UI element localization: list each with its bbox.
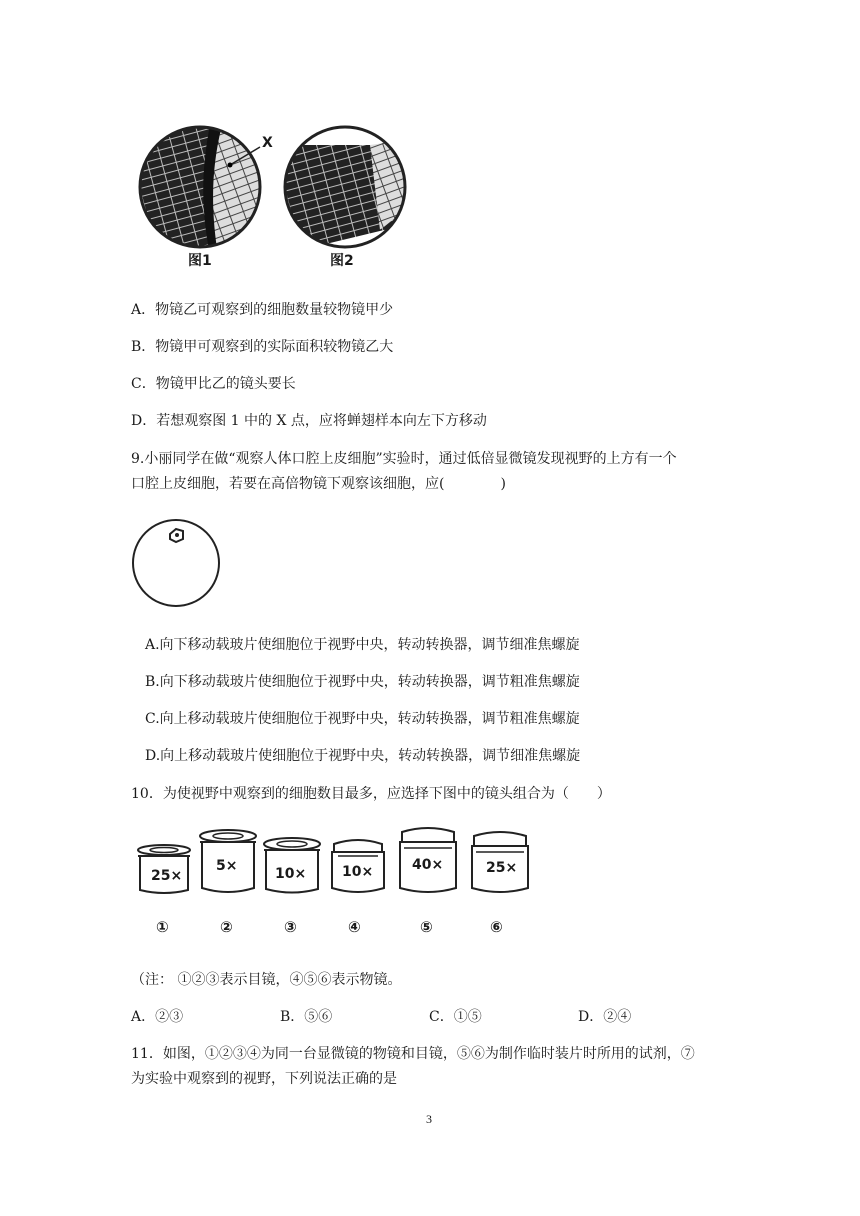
lens-6-mag: 25× <box>486 860 518 876</box>
q8-option-b: B．物镜甲可观察到的实际面积较物镜乙大 <box>131 339 394 355</box>
q8-option-d: D．若想观察图 1 中的 X 点，应将蝉翅样本向左下方移动 <box>131 413 487 429</box>
q10-option-c: C．①⑤ <box>429 1009 482 1025</box>
lens-4-number: ④ <box>348 918 361 936</box>
q9-option-b: B.向下移动载玻片使细胞位于视野中央，转动转换器，调节粗准焦螺旋 <box>145 674 580 690</box>
q8-option-c: C．物镜甲比乙的镜头要长 <box>131 376 296 392</box>
figure-2-label: 图2 <box>330 253 354 269</box>
q9-stem-line2: 口腔上皮细胞，若要在高倍物镜下观察该细胞，应( ) <box>131 476 506 492</box>
q11-stem-line1: 11．如图，①②③④为同一台显微镜的物镜和目镜，⑤⑥为制作临时装片时所用的试剂，⑦ <box>131 1046 695 1062</box>
q9-option-c: C.向上移动载玻片使细胞位于视野中央，转动转换器，调节粗准焦螺旋 <box>145 711 580 727</box>
figure-1-field <box>130 125 270 255</box>
q10-option-d: D．②④ <box>578 1009 632 1025</box>
lens-2-number: ② <box>220 918 233 936</box>
lens-5-number: ⑤ <box>420 918 433 936</box>
lens-1-mag: 25× <box>151 868 183 884</box>
microscope-field-figures <box>130 125 430 265</box>
q10-note: （注： ①②③表示目镜，④⑤⑥表示物镜。 <box>131 972 402 988</box>
page-number: 3 <box>426 1112 432 1126</box>
lens-6-number: ⑥ <box>490 918 503 936</box>
lens-1-number: ① <box>156 918 169 936</box>
lens-3-number: ③ <box>284 918 297 936</box>
lens-2-mag: 5× <box>216 858 238 874</box>
q9-option-a: A.向下移动载玻片使细胞位于视野中央，转动转换器，调节细准焦螺旋 <box>145 637 580 653</box>
lens-4-mag: 10× <box>342 864 374 880</box>
figure-1-label: 图1 <box>188 253 212 269</box>
q9-stem-line1: 9.小丽同学在做“观察人体口腔上皮细胞”实验时，通过低倍显微镜发现视野的上方有一个 <box>131 451 677 467</box>
q10-option-a: A．②③ <box>131 1009 184 1025</box>
q9-field-of-view <box>130 518 230 618</box>
lens-3-mag: 10× <box>275 866 307 882</box>
q11-stem-line2: 为实验中观察到的视野，下列说法正确的是 <box>131 1071 397 1087</box>
q8-option-a: A．物镜乙可观察到的细胞数量较物镜甲少 <box>131 302 394 318</box>
q9-option-d: D.向上移动载玻片使细胞位于视野中央，转动转换器，调节细准焦螺旋 <box>145 748 581 764</box>
x-point-label: X <box>262 135 273 151</box>
q10-option-b: B．⑤⑥ <box>280 1009 333 1025</box>
lens-5-mag: 40× <box>412 857 444 873</box>
q10-stem: 10．为使视野中观察到的细胞数目最多，应选择下图中的镜头组合为（ ） <box>131 786 611 802</box>
